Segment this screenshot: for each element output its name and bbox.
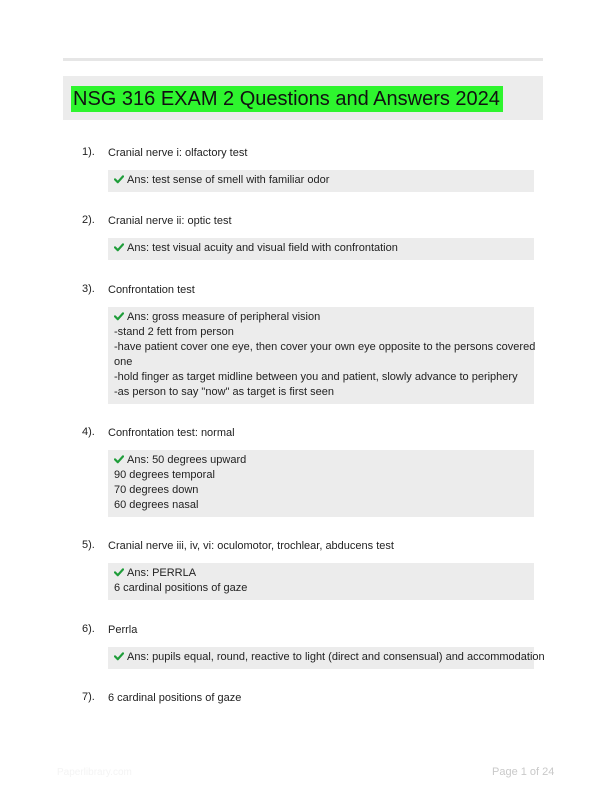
answer-line — [114, 650, 545, 665]
question-text: Cranial nerve iii, iv, vi: oculomotor, trochlear, abducens test — [108, 540, 394, 552]
answer-line — [114, 355, 529, 370]
answer-text: Ans: gross measure of peripheral vision — [127, 311, 321, 323]
question-number: 6). — [82, 623, 95, 635]
question-text: Confrontation test — [108, 284, 195, 296]
question-text: Cranial nerve ii: optic test — [108, 215, 232, 227]
answer-line — [114, 340, 536, 355]
answer-text: one — [114, 356, 133, 368]
answer-line — [114, 370, 529, 385]
check-icon — [114, 567, 124, 577]
answer-text: Ans: test sense of smell with familiar odor — [127, 174, 330, 186]
answer-line — [114, 566, 529, 581]
question-text: 6 cardinal positions of gaze — [108, 692, 242, 704]
answer-box — [108, 647, 545, 669]
check-icon — [114, 311, 124, 321]
question-text: Confrontation test: normal — [108, 427, 235, 439]
answer-text: -as person to say "now" as target is first seen — [114, 386, 334, 398]
answer-text: Ans: 50 degrees upward — [127, 454, 247, 466]
answer-line — [114, 483, 529, 498]
question-number: 5). — [82, 539, 95, 551]
answer-line — [114, 241, 529, 256]
check-icon — [114, 651, 124, 661]
answer-box — [108, 170, 534, 192]
answer-line — [114, 498, 529, 513]
question-text: Cranial nerve i: olfactory test — [108, 147, 248, 159]
answer-line — [114, 310, 529, 325]
answer-line — [114, 173, 529, 188]
answer-box — [108, 563, 534, 600]
top-divider — [63, 58, 543, 61]
check-icon — [114, 242, 124, 252]
answer-text: -stand 2 fett from person — [114, 326, 234, 338]
answer-text: -hold finger as target midline between you and patient, slowly advance to periphery — [114, 371, 518, 383]
page-number: Page 1 of 24 — [492, 766, 555, 778]
answer-line — [114, 468, 529, 483]
answer-box — [108, 238, 534, 260]
answer-text: -have patient cover one eye, then cover your own eye opposite to the persons covered — [114, 341, 536, 353]
check-icon — [114, 174, 124, 184]
question-number: 7). — [82, 691, 95, 703]
answer-text: Ans: test visual acuity and visual field with confrontation — [127, 242, 398, 254]
question-number: 1). — [82, 146, 95, 158]
answer-text: 70 degrees down — [114, 484, 199, 496]
answer-box — [108, 307, 534, 404]
question-number: 2). — [82, 214, 95, 226]
question-number: 4). — [82, 426, 95, 438]
answer-box — [108, 450, 534, 517]
answer-line — [114, 581, 529, 596]
question-number: 3). — [82, 283, 95, 295]
question-text: Perrla — [108, 624, 138, 636]
footer-watermark: Paperlibrary.com — [57, 767, 132, 778]
answer-text: Ans: pupils equal, round, reactive to light (direct and consensual) and accommodation — [127, 651, 545, 663]
answer-line — [114, 325, 529, 340]
answer-line — [114, 453, 529, 468]
answer-text: 6 cardinal positions of gaze — [114, 582, 248, 594]
document-title: NSG 316 EXAM 2 Questions and Answers 2024 — [71, 86, 503, 112]
answer-text: 60 degrees nasal — [114, 499, 199, 511]
answer-line — [114, 385, 529, 400]
check-icon — [114, 454, 124, 464]
answer-text: Ans: PERRLA — [127, 567, 197, 579]
answer-text: 90 degrees temporal — [114, 469, 215, 481]
